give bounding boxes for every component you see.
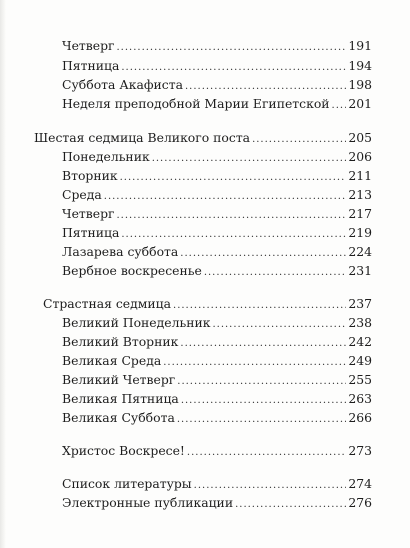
toc-entry-title: Суббота Акафиста (62, 77, 183, 92)
toc-entry-title: Вторник (62, 168, 118, 183)
toc-leader-dots (173, 298, 346, 314)
toc-entry-page: 198 (348, 77, 372, 92)
toc-entry (62, 58, 372, 76)
toc-entry (62, 187, 372, 205)
toc-entry (62, 391, 372, 409)
toc-entry (62, 315, 372, 333)
toc-entry-page: 242 (348, 334, 372, 349)
toc-entry-title: Понедельник (62, 149, 150, 164)
toc-entry-title: Великая Среда (62, 353, 162, 368)
toc-leader-dots (104, 189, 347, 205)
toc-entry-title: Вербное воскресенье (62, 263, 202, 278)
toc-leader-dots (121, 60, 346, 76)
toc-heading-title: Страстная седмица (43, 296, 172, 311)
toc-entry (62, 372, 372, 390)
toc-leader-dots (177, 412, 346, 428)
toc-entry-page: 249 (348, 353, 372, 368)
toc-leader-dots (163, 355, 346, 371)
toc-entry-title: Лазарева суббота (62, 244, 179, 259)
toc-entry-page: 255 (348, 372, 372, 387)
toc-entry (62, 38, 372, 56)
toc-leader-dots (235, 497, 346, 513)
toc-entry-title: Великий Четверг (62, 372, 176, 387)
toc-entry (62, 77, 372, 95)
toc-entry (62, 263, 372, 281)
toc-leader-dots (177, 374, 346, 390)
toc-heading-page: 273 (348, 443, 372, 458)
toc-leader-dots (180, 246, 346, 262)
toc-leader-dots (117, 40, 347, 56)
toc-entry-title: Список литературы (62, 476, 192, 491)
toc-entry (62, 244, 372, 262)
toc-leader-dots (121, 227, 346, 243)
toc-entry-title: Пятница (62, 225, 120, 240)
toc-entry-page: 224 (348, 244, 372, 259)
toc-entry-title: Четверг (62, 38, 115, 53)
toc-leader-dots (152, 151, 347, 167)
toc-entry-title: Великий Понедельник (62, 315, 211, 330)
toc-entry-title: Среда (62, 187, 102, 202)
toc-entry (62, 495, 372, 513)
toc-entry (62, 353, 372, 371)
toc-leader-dots (181, 393, 347, 409)
toc-entry (62, 168, 372, 186)
toc-section-heading (34, 130, 372, 148)
toc-heading-title: Шестая седмица Великого поста (34, 130, 251, 145)
toc-entry-page: 231 (348, 263, 372, 278)
toc-entry (62, 225, 372, 243)
toc-entry-title: Великая Суббота (62, 410, 175, 425)
toc-entry-title: Неделя преподобной Марии Египетской (62, 96, 330, 111)
toc-entry-page: 213 (348, 187, 372, 202)
toc-leader-dots (252, 132, 346, 148)
toc-leader-dots (212, 317, 346, 333)
toc-entry-page: 201 (348, 96, 372, 111)
toc-entry-page: 206 (348, 149, 372, 164)
toc-entry-page: 266 (348, 410, 372, 425)
toc-entry (62, 334, 372, 352)
toc-entry-page: 276 (348, 495, 372, 510)
toc-entry (62, 149, 372, 167)
toc-leader-dots (180, 336, 346, 352)
toc-entry-title: Электронные публикации (62, 495, 234, 510)
toc-leader-dots (185, 79, 346, 95)
toc-leader-dots (332, 98, 347, 114)
toc-leader-dots (187, 445, 346, 461)
toc-heading-title: Христос Воскресе! (62, 443, 185, 458)
toc-entry-page: 194 (348, 58, 372, 73)
toc-entry-page: 191 (348, 38, 372, 53)
toc-entry-page: 238 (348, 315, 372, 330)
toc-entry-title: Пятница (62, 58, 120, 73)
toc-entry-title: Великий Вторник (62, 334, 179, 349)
toc-entry-title: Четверг (62, 206, 115, 221)
toc-entry (62, 206, 372, 224)
toc-entry (62, 96, 372, 114)
toc-section-heading (62, 443, 372, 461)
toc-entry (62, 410, 372, 428)
toc-heading-page: 205 (348, 130, 372, 145)
toc-section-heading (43, 296, 372, 314)
toc-leader-dots (204, 265, 347, 281)
toc-leader-dots (194, 478, 347, 494)
toc-entry-page: 211 (348, 168, 372, 183)
toc-leader-dots (117, 208, 347, 224)
toc-entry-page: 263 (348, 391, 372, 406)
toc-entry-title: Великая Пятница (62, 391, 179, 406)
toc-entry (62, 476, 372, 494)
toc-entry-page: 274 (348, 476, 372, 491)
toc-leader-dots (120, 170, 347, 186)
toc-entry-page: 217 (348, 206, 372, 221)
toc-heading-page: 237 (348, 296, 372, 311)
toc-entry-page: 219 (348, 225, 372, 240)
